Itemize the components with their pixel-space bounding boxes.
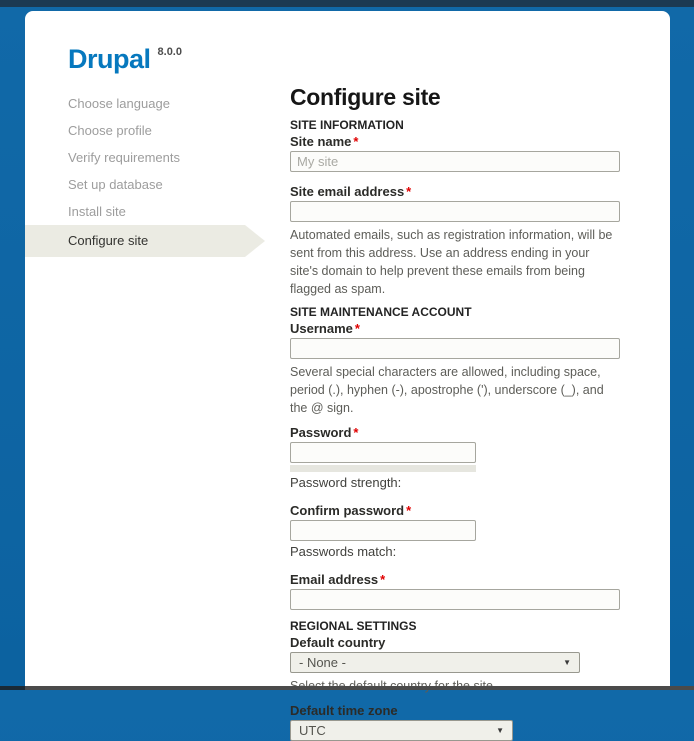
step-choose-language: Choose language	[68, 96, 170, 111]
regional-settings-legend: REGIONAL SETTINGS	[290, 619, 417, 633]
site-email-input[interactable]	[290, 201, 620, 222]
window-top-bar	[0, 0, 694, 7]
main-form-area	[265, 74, 670, 741]
email-address-input[interactable]	[290, 589, 620, 610]
site-email-description: Automated emails, such as registration information, will be sent from this address. Use an address ending in your site's domain to help prevent these emails from being flagged as spam.	[290, 228, 613, 296]
required-marker: *	[380, 572, 386, 587]
default-country-select[interactable]	[290, 652, 580, 673]
install-steps-list	[25, 74, 265, 257]
drupal-version: 8.0.0	[157, 46, 182, 58]
confirm-password-input[interactable]	[290, 520, 476, 541]
site-email-label: Site email address *	[290, 184, 412, 199]
default-country-value: - None -	[299, 655, 346, 670]
password-label: Password *	[290, 425, 359, 440]
required-marker: *	[353, 134, 359, 149]
password-strength-label: Password strength:	[290, 475, 402, 490]
required-marker: *	[406, 503, 412, 518]
step-choose-profile: Choose profile	[68, 123, 152, 138]
default-country-label: Default country	[290, 635, 386, 650]
password-input[interactable]	[290, 442, 476, 463]
drupal-logo: Drupal	[68, 44, 151, 74]
dropdown-arrow-icon: ▼	[563, 657, 571, 667]
password-strength-bar	[290, 465, 476, 472]
site-name-input[interactable]	[290, 151, 620, 172]
dropdown-arrow-icon: ▼	[496, 725, 504, 735]
maintenance-account-legend: SITE MAINTENANCE ACCOUNT	[290, 305, 472, 319]
page-title: Configure site	[290, 84, 441, 110]
username-description: Several special characters are allowed, including space, period (.), hyphen (-), apostrophe ('), underscore (_), and the @ sign.	[290, 365, 604, 415]
username-input[interactable]	[290, 338, 620, 359]
step-verify-requirements: Verify requirements	[68, 150, 180, 165]
site-information-legend: SITE INFORMATION	[290, 118, 404, 132]
site-name-label: Site name *	[290, 134, 359, 149]
email-address-label: Email address *	[290, 572, 386, 587]
default-time-zone-value: UTC	[299, 723, 326, 738]
passwords-match-label: Passwords match:	[290, 544, 397, 559]
step-configure-site-active: Configure site	[25, 225, 245, 257]
confirm-password-label: Confirm password *	[290, 503, 412, 518]
installer-card	[25, 11, 670, 738]
step-set-up-database: Set up database	[68, 177, 163, 192]
brand-header	[25, 11, 670, 74]
default-time-zone-label: Default time zone	[290, 703, 398, 718]
window-bottom-bar	[0, 686, 694, 690]
step-install-site: Install site	[68, 204, 126, 219]
default-time-zone-select[interactable]	[290, 720, 513, 741]
required-marker: *	[353, 425, 359, 440]
required-marker: *	[354, 321, 360, 336]
username-label: Username *	[290, 321, 360, 336]
required-marker: *	[406, 184, 412, 199]
